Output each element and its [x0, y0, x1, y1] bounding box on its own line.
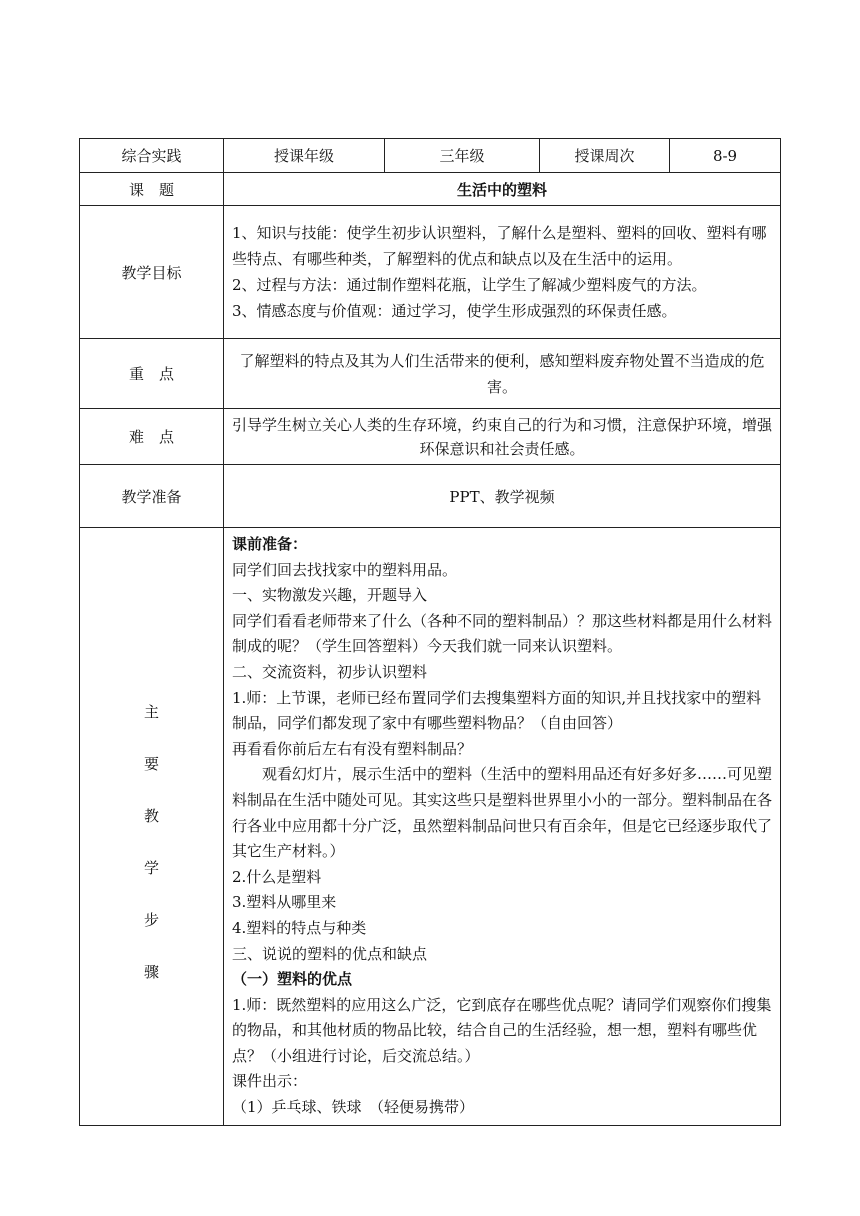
step-paragraph: 再看看你前后左右有没有塑料制品？	[232, 739, 473, 758]
week-value-cell: 8-9	[670, 139, 781, 173]
subject-cell: 综合实践	[80, 139, 224, 173]
key-point-content: 了解塑料的特点及其为人们生活带来的便利，感知塑料废弃物处置不当造成的危害。	[224, 339, 781, 409]
section-heading: 三、说说的塑料的优点和缺点	[232, 944, 428, 963]
steps-label-char: 学	[143, 859, 159, 877]
topic-label: 课 题	[80, 173, 224, 206]
header-row	[80, 139, 781, 173]
objective-line: 2、过程与方法：通过制作塑料花瓶，让学生了解减少塑料废气的方法。	[232, 276, 707, 294]
steps-row	[80, 528, 781, 1126]
objectives-row	[80, 206, 781, 339]
steps-label	[80, 528, 224, 1126]
step-paragraph: 课件出示：	[232, 1072, 308, 1091]
key-point-label: 重 点	[80, 339, 224, 409]
step-paragraph: 观看幻灯片，展示生活中的塑料（生活中的塑料用品还有好多好多……可见塑料制品在生活中随处可见。其实这些只是塑料世界里小小的一部分。塑料制品在各行各业中应用都十分广泛，虽然塑料制品问世只有百余年，但是它已经逐步取代了其它生产材料。）	[232, 765, 773, 861]
steps-label-char: 步	[143, 911, 159, 929]
step-paragraph: 3.塑料从哪里来	[232, 893, 337, 912]
topic-row	[80, 173, 781, 206]
objectives-label: 教学目标	[80, 206, 224, 339]
step-paragraph: 1.师：既然塑料的应用这么广泛，它到底存在哪些优点呢？请同学们观察你们搜集的物品，和其他材质的物品比较，结合自己的生活经验，想一想，塑料有哪些优点？（小组进行讨论，后交流总结。）	[232, 995, 772, 1065]
step-paragraph: （1）乒乓球、铁球 （轻便易携带）	[232, 1098, 475, 1117]
objectives-content	[224, 206, 781, 339]
key-point-row	[80, 339, 781, 409]
section-heading: 一、实物激发兴趣，开题导入	[232, 586, 428, 605]
steps-label-char: 教	[143, 807, 159, 825]
step-paragraph: 同学们回去找找家中的塑料用品。	[232, 560, 458, 579]
section-heading: 课前准备：	[232, 535, 308, 553]
steps-content	[224, 528, 781, 1126]
preparation-label: 教学准备	[80, 465, 224, 528]
lesson-plan	[79, 138, 780, 1126]
difficulty-row	[80, 409, 781, 465]
step-paragraph: 2.什么是塑料	[232, 867, 322, 886]
difficulty-content: 引导学生树立关心人类的生存环境，约束自己的行为和习惯，注意保护环境，增强环保意识和社会责任感。	[224, 409, 781, 465]
steps-label-char: 要	[143, 755, 159, 773]
objective-line: 3、情感态度与价值观：通过学习，使学生形成强烈的环保责任感。	[232, 302, 677, 320]
topic-title: 生活中的塑料	[224, 173, 781, 206]
preparation-row	[80, 465, 781, 528]
week-label-cell: 授课周次	[540, 139, 670, 173]
lesson-plan-table	[79, 138, 781, 1126]
objective-line: 1、知识与技能：使学生初步认识塑料，了解什么是塑料、塑料的回收、塑料有哪些特点、有哪些种类，了解塑料的优点和缺点以及在生活中的运用。	[232, 224, 767, 268]
grade-label-cell: 授课年级	[224, 139, 385, 173]
steps-label-char: 主	[143, 703, 159, 721]
step-paragraph: 同学们看看老师带来了什么（各种不同的塑料制品）？那这些材料都是用什么材料制成的呢？（学生回答塑料）今天我们就一同来认识塑料。	[232, 611, 773, 656]
step-paragraph: 1.师：上节课，老师已经布置同学们去搜集塑料方面的知识,并且找找家中的塑料制品，同学们都发现了家中有哪些塑料物品？（自由回答）	[232, 688, 762, 733]
steps-label-char: 骤	[143, 963, 159, 981]
subsection-heading: （一）塑料的优点	[232, 970, 353, 989]
step-paragraph: 4.塑料的特点与种类	[232, 918, 367, 937]
difficulty-label: 难 点	[80, 409, 224, 465]
section-heading: 二、交流资料，初步认识塑料	[232, 662, 428, 681]
grade-value-cell: 三年级	[385, 139, 540, 173]
preparation-content: PPT、教学视频	[224, 465, 781, 528]
